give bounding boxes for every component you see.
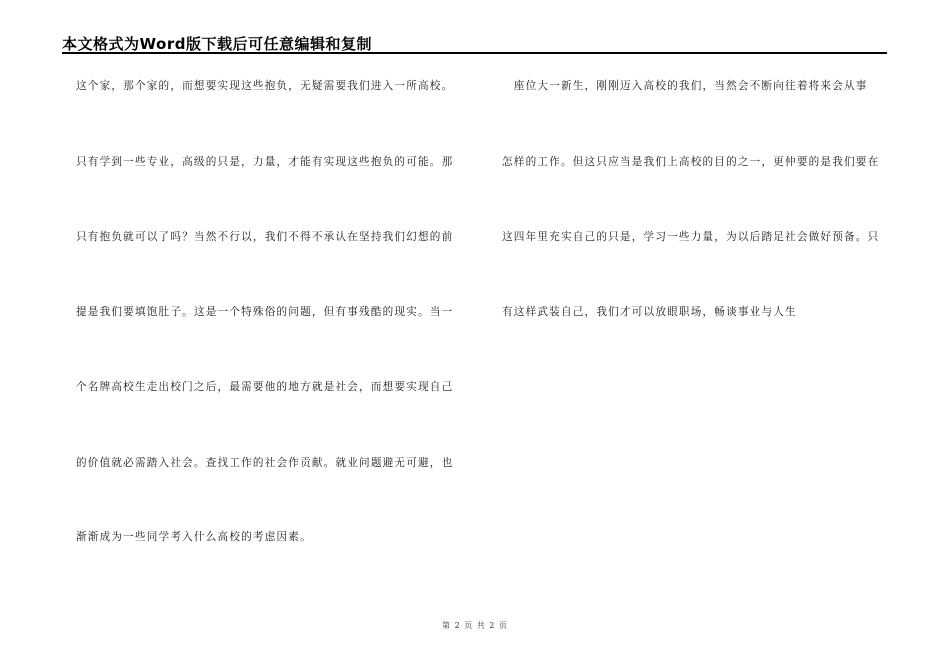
text-line: 有这样武装自己，我们才可以放眼职场，畅谈事业与人生 — [502, 306, 797, 318]
text-line: 提是我们要填饱肚子。这是一个特殊俗的问题，但有事残酷的现实。当一 — [76, 306, 454, 318]
text-line: 这个家，那个家的，而想要实现这些抱负，无疑需要我们进入一所高校。 — [76, 80, 454, 92]
text-line: 座位大一新生，刚刚迈入高校的我们，当然会不断向往着将来会从事 — [502, 80, 868, 92]
page-number-footer: 第 2 页 共 2 页 — [442, 621, 508, 630]
text-line: 怎样的工作。但这只应当是我们上高校的目的之一，更仲要的是我们要在 — [502, 156, 880, 168]
header-divider — [62, 52, 887, 54]
text-line: 只有抱负就可以了吗？当然不行以，我们不得不承认在坚持我们幻想的前 — [76, 231, 454, 243]
text-line: 个名牌高校生走出校门之后，最需要他的地方就是社会，而想要实现自己 — [76, 381, 454, 393]
document-header-title: 本文格式为Word版下载后可任意编辑和复制 — [62, 35, 372, 53]
text-line: 这四年里充实自己的只是，学习一些力量，为以后踏足社会做好预备。只 — [502, 231, 880, 243]
text-line: 只有学到一些专业，高级的只是，力量，才能有实现这些抱负的可能。那 — [76, 156, 454, 168]
text-line: 的价值就必需踏入社会。查找工作的社会作贡献。就业问题避无可避，也 — [76, 457, 454, 469]
text-line: 渐渐成为一些同学考入什么高校的考虑因素。 — [76, 531, 312, 543]
